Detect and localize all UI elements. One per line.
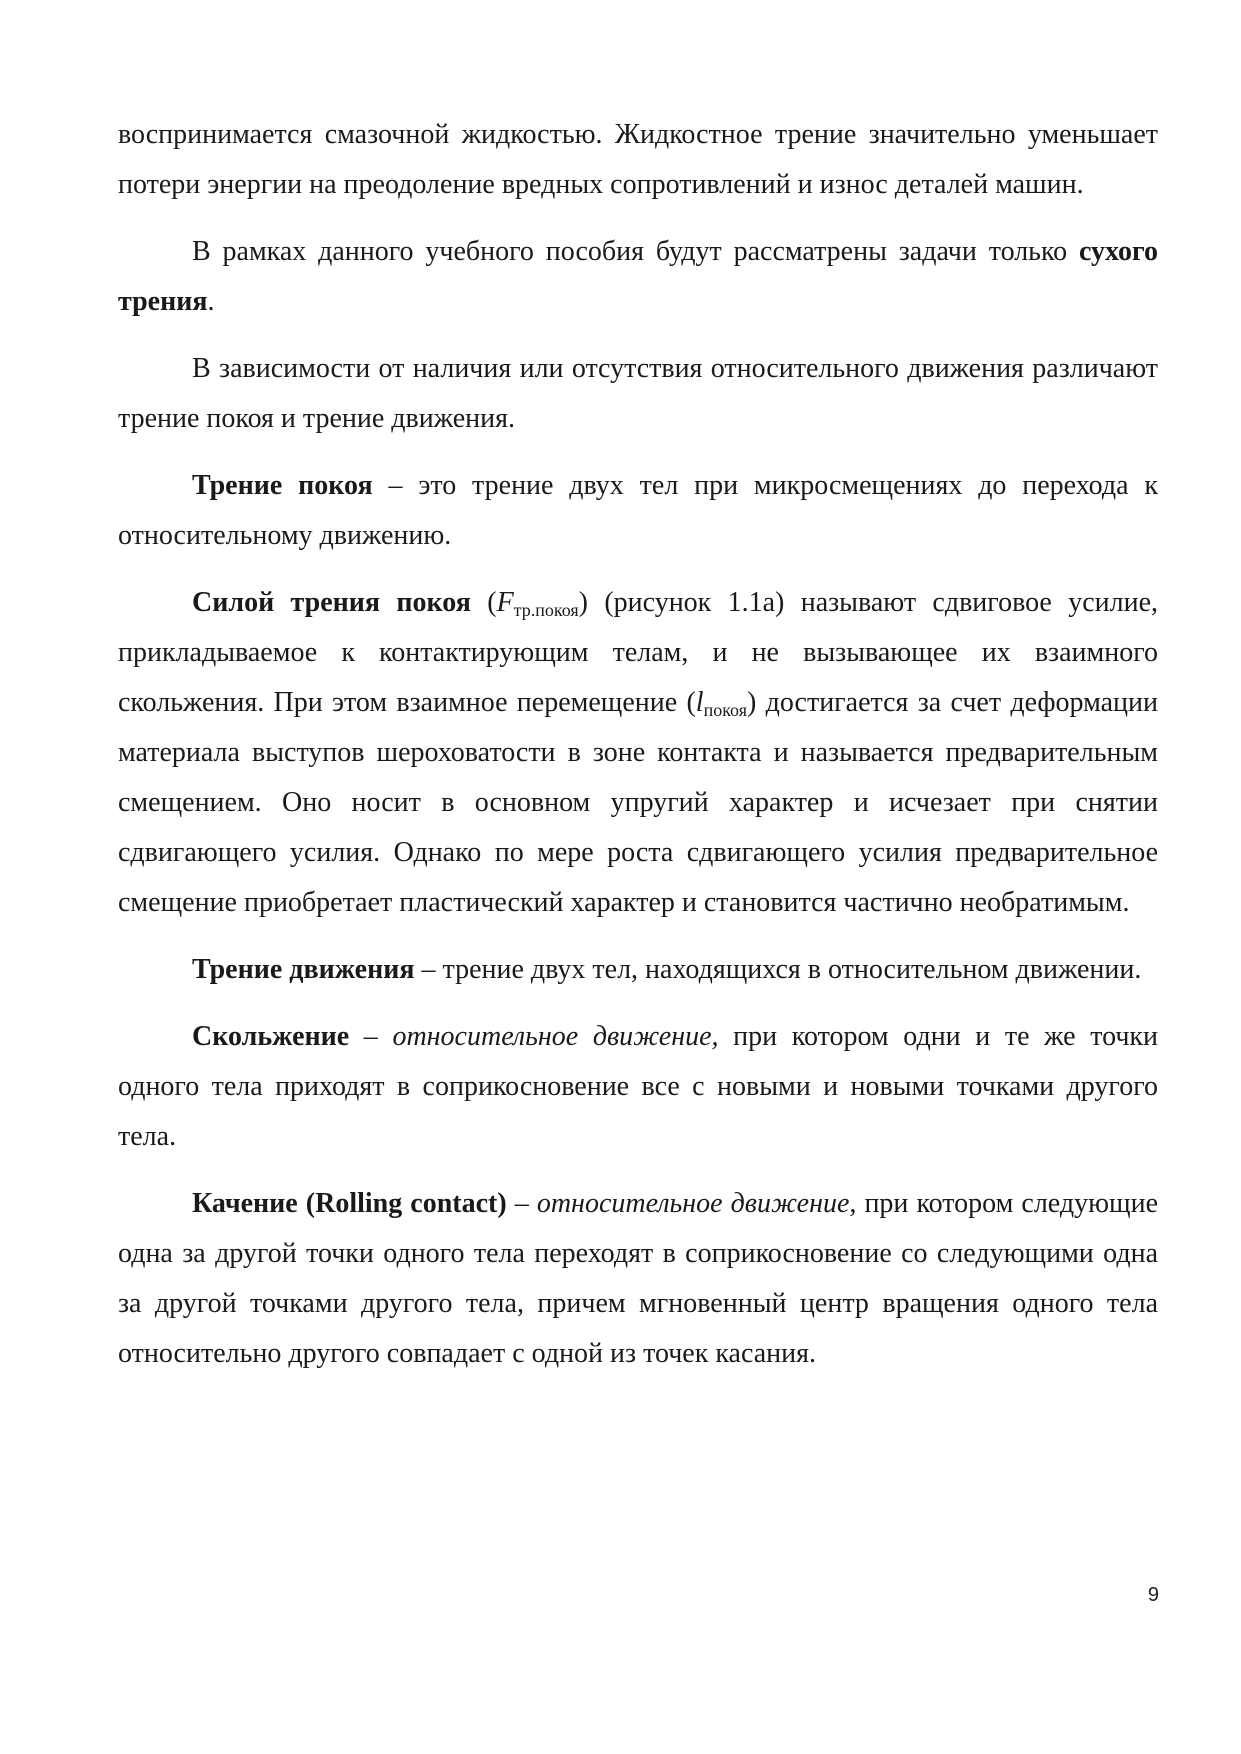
symbol-l: l (695, 687, 704, 718)
subscript-tr-pokoya: тр.покоя (513, 600, 579, 620)
paragraph-text: ( (470, 587, 497, 618)
paragraph-text: – трение двух тел, находящихся в относительном движении. (414, 954, 1142, 985)
paragraph-text: . (207, 286, 215, 317)
kinetic-friction-term: Трение движения (192, 954, 415, 985)
paragraph-kinetic-friction (118, 945, 1158, 995)
paragraph-text: при котором одни и те же точки одного тела приходят в соприкосновение все с новыми и новыми точками другого тела. (118, 1021, 1159, 1152)
symbol-f: F (496, 587, 514, 618)
subscript-pokoya: покоя (703, 700, 747, 720)
italic-phrase: относительное движение, (536, 1188, 857, 1219)
paragraph-sliding (118, 1012, 1158, 1162)
paragraph-scope (118, 227, 1158, 327)
rolling-term: Качение (Rolling contact) (192, 1188, 507, 1219)
static-friction-term: Трение покоя (192, 470, 373, 501)
document-body (118, 110, 1158, 1379)
paragraph-text: В зависимости от наличия или отсутствия относительного движения различают трение покоя и трение движения. (118, 353, 1158, 434)
static-friction-force-term: Силой трения покоя (192, 587, 471, 618)
paragraph-liquid-friction (118, 110, 1158, 210)
dash: – (349, 1021, 393, 1052)
paragraph-text: – это трение двух тел при микросмещениях до перехода к относительному движению. (118, 470, 1158, 551)
paragraph-rolling (118, 1179, 1158, 1379)
italic-phrase: относительное движение, (392, 1021, 719, 1052)
paragraph-static-friction (118, 461, 1158, 561)
dash: – (506, 1188, 537, 1219)
page-number: 9 (1147, 1584, 1159, 1606)
dry-friction-term: сухого трения (118, 236, 1158, 317)
paragraph-text: ) (рисунок 1.1а) называют сдвиговое усилие, прикладываемое к контактирующим телам, и не вызывающее их взаимного скольжения. При этом взаимное перемещение ( (118, 587, 1158, 718)
sliding-term: Скольжение (192, 1021, 350, 1052)
paragraph-text: при котором следующие одна за другой точки одного тела переходят в соприкосновение со следующими одна за другой точками другого тела, причем мгновенный центр вращения одного тела относительно другого совпадает с одной из точек касания. (118, 1188, 1158, 1369)
paragraph-text: воспринимается смазочной жидкостью. Жидкостное трение значительно уменьшает потери энергии на преодоление вредных сопротивлений и износ деталей машин. (118, 119, 1158, 200)
paragraph-text: ) достигается за счет деформации материала выступов шероховатости в зоне контакта и называется предварительным смещением. Оно носит в основном упругий характер и исчезает при снятии сдвигающего усилия. Однако по мере роста сдвигающего усилия предварительное смещение приобретает пластический характер и становится частично необратимым. (118, 687, 1159, 918)
paragraph-friction-types (118, 344, 1158, 444)
paragraph-text: В рамках данного учебного пособия будут рассматрены задачи только (192, 236, 1079, 267)
paragraph-static-friction-force (118, 578, 1158, 928)
